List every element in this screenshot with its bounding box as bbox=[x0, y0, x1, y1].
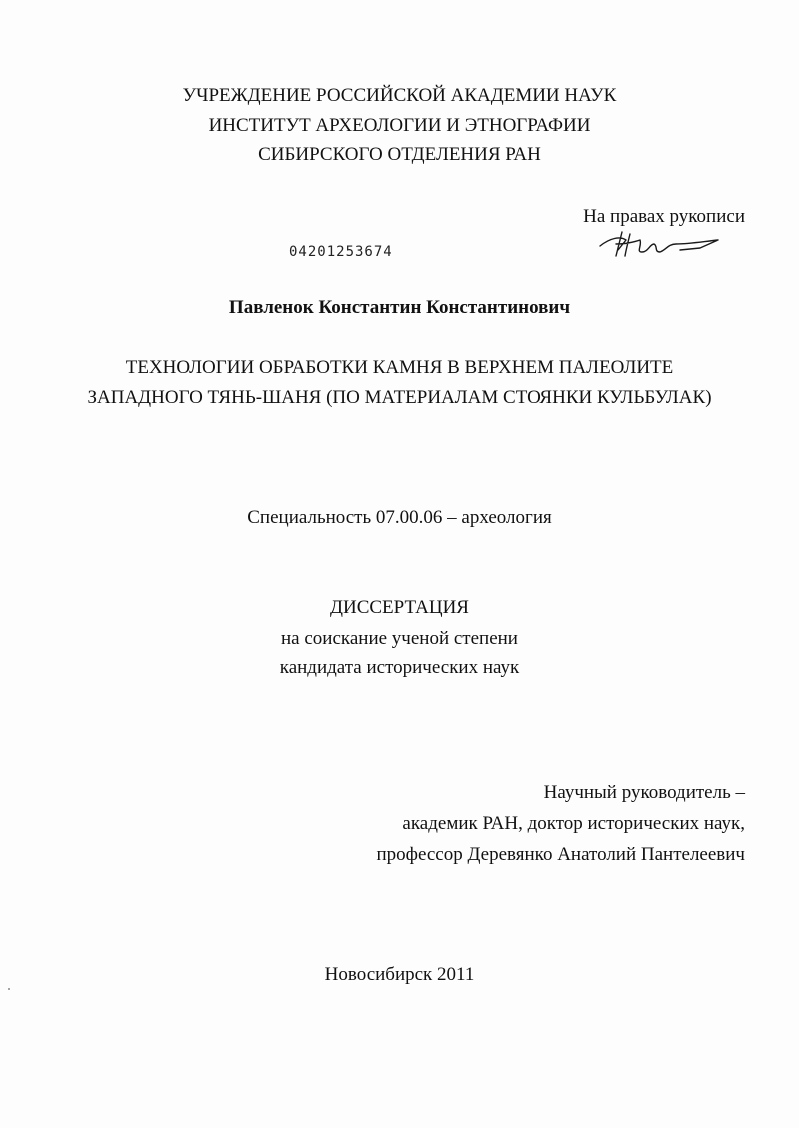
dissertation-heading: ДИССЕРТАЦИЯ bbox=[330, 597, 469, 618]
institution-line-2: ИНСТИТУТ АРХЕОЛОГИИ И ЭТНОГРАФИИ bbox=[208, 115, 591, 136]
scan-speck bbox=[8, 988, 10, 990]
registry-number: 04201253674 bbox=[289, 244, 393, 260]
supervisor-line-1: Научный руководитель – bbox=[543, 782, 745, 803]
manuscript-note: На правах рукописи bbox=[583, 206, 745, 227]
supervisor-line-2: академик РАН, доктор исторических наук, bbox=[402, 813, 745, 834]
title-line-1: ТЕХНОЛОГИИ ОБРАБОТКИ КАМНЯ В ВЕРХНЕМ ПАЛЕОЛИТЕ bbox=[125, 357, 674, 378]
specialty: Специальность 07.00.06 – археология bbox=[247, 507, 552, 528]
signature-image bbox=[596, 226, 726, 260]
place-and-year: Новосибирск 2011 bbox=[324, 964, 475, 985]
author-name: Павленок Константин Константинович bbox=[228, 297, 571, 318]
institution-line-3: СИБИРСКОГО ОТДЕЛЕНИЯ РАН bbox=[258, 144, 541, 165]
institution-line-1: УЧРЕЖДЕНИЕ РОССИЙСКОЙ АКАДЕМИИ НАУК bbox=[182, 85, 617, 106]
degree-line-1: на соискание ученой степени bbox=[281, 628, 518, 649]
title-line-2: ЗАПАДНОГО ТЯНЬ-ШАНЯ (ПО МАТЕРИАЛАМ СТОЯНКИ КУЛЬБУЛАК) bbox=[87, 387, 712, 408]
supervisor-line-3: профессор Деревянко Анатолий Пантелеевич bbox=[376, 844, 745, 865]
degree-line-2: кандидата исторических наук bbox=[279, 657, 520, 678]
